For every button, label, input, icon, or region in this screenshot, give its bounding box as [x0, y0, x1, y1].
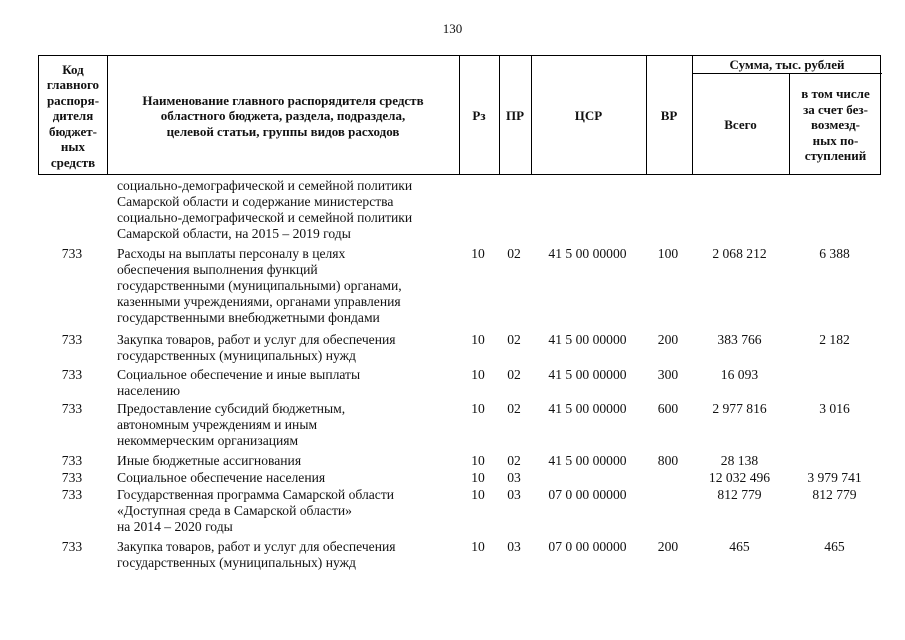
- row-total: 465: [729, 539, 750, 554]
- row-pr: 02: [507, 246, 521, 261]
- row-rz: 10: [471, 246, 485, 261]
- row-code: 733: [61, 401, 83, 416]
- row-code: 733: [61, 487, 83, 502]
- row-name: Предоставление субсидий бюджетным, автономным учреждениям и иным некоммерческим организациям: [117, 401, 346, 448]
- row-vr: 800: [657, 453, 679, 468]
- row-csr: 41 5 00 00000: [548, 246, 627, 261]
- row-name: Расходы на выплаты персоналу в целях обеспечения выполнения функций государственными (муниципальными) органами, казенными учреждениями, органами управления государственными внебюджетными фондами: [117, 246, 402, 325]
- row-rz: 10: [471, 401, 485, 416]
- row-rz: 10: [471, 539, 485, 554]
- row-total: 2 068 212: [712, 246, 767, 261]
- row-code: 733: [61, 539, 83, 554]
- row-rz: 10: [471, 453, 485, 468]
- row-name: Государственная программа Самарской области «Доступная среда в Самарской области» на 2014 – 2020 годы: [117, 487, 395, 534]
- page-number: 130: [442, 21, 463, 36]
- row-vr: 200: [657, 332, 679, 347]
- table-header: [38, 55, 881, 175]
- row-incl: 2 182: [819, 332, 850, 347]
- row-rz: 10: [471, 332, 485, 347]
- row-name: Закупка товаров, работ и услуг для обеспечения государственных (муниципальных) нужд: [117, 332, 396, 363]
- header-csr: ЦСР: [574, 108, 603, 124]
- header-total: Всего: [724, 117, 757, 133]
- row-csr: 07 0 00 00000: [548, 487, 627, 502]
- header-pr: ПР: [505, 108, 525, 124]
- row-csr: 41 5 00 00000: [548, 332, 627, 347]
- row-total: 12 032 496: [708, 470, 771, 485]
- row-csr: 07 0 00 00000: [548, 539, 627, 554]
- row-vr: 200: [657, 539, 679, 554]
- row-incl: 465: [824, 539, 845, 554]
- row-incl: 812 779: [812, 487, 857, 502]
- row-name: Социальное обеспечение населения: [117, 470, 326, 485]
- row-name: социально-демографической и семейной политики Самарской области и содержание министерства социально-демографической и семейной политики Самарской области, на 2015 – 2019 годы: [117, 178, 413, 241]
- row-pr: 02: [507, 453, 521, 468]
- header-rz: Рз: [472, 108, 486, 124]
- row-csr: 41 5 00 00000: [548, 367, 627, 382]
- row-total: 28 138: [720, 453, 759, 468]
- row-pr: 03: [507, 539, 521, 554]
- header-code: Код главного распоря- дителя бюджет- ных средств: [46, 61, 100, 170]
- row-rz: 10: [471, 470, 485, 485]
- row-incl: 6 388: [819, 246, 850, 261]
- row-total: 2 977 816: [712, 401, 767, 416]
- row-code: 733: [61, 453, 83, 468]
- row-vr: 600: [657, 401, 679, 416]
- row-code: 733: [61, 470, 83, 485]
- row-pr: 03: [507, 470, 521, 485]
- row-incl: 3 016: [819, 401, 850, 416]
- row-csr: 41 5 00 00000: [548, 453, 627, 468]
- row-vr: 100: [657, 246, 679, 261]
- row-code: 733: [61, 367, 83, 382]
- row-pr: 02: [507, 367, 521, 382]
- row-vr: 300: [657, 367, 679, 382]
- header-name: Наименование главного распорядителя средств областного бюджета, раздела, подраздела, целевой статьи, группы видов расходов: [142, 92, 424, 139]
- row-code: 733: [61, 246, 83, 261]
- header-sum: Сумма, тыс. рублей: [729, 56, 845, 72]
- row-total: 383 766: [717, 332, 762, 347]
- header-vr: ВР: [660, 108, 678, 124]
- header-incl: в том числе за счет без- возмезд- ных по- ступлений: [801, 86, 870, 164]
- row-code: 733: [61, 332, 83, 347]
- row-pr: 02: [507, 332, 521, 347]
- row-csr: 41 5 00 00000: [548, 401, 627, 416]
- row-name: Закупка товаров, работ и услуг для обеспечения государственных (муниципальных) нужд: [117, 539, 396, 570]
- row-pr: 02: [507, 401, 521, 416]
- row-incl: 3 979 741: [807, 470, 862, 485]
- row-rz: 10: [471, 487, 485, 502]
- row-name: Иные бюджетные ассигнования: [117, 453, 302, 468]
- row-pr: 03: [507, 487, 521, 502]
- row-name: Социальное обеспечение и иные выплаты населению: [117, 367, 361, 398]
- row-rz: 10: [471, 367, 485, 382]
- row-total: 812 779: [717, 487, 762, 502]
- row-total: 16 093: [720, 367, 759, 382]
